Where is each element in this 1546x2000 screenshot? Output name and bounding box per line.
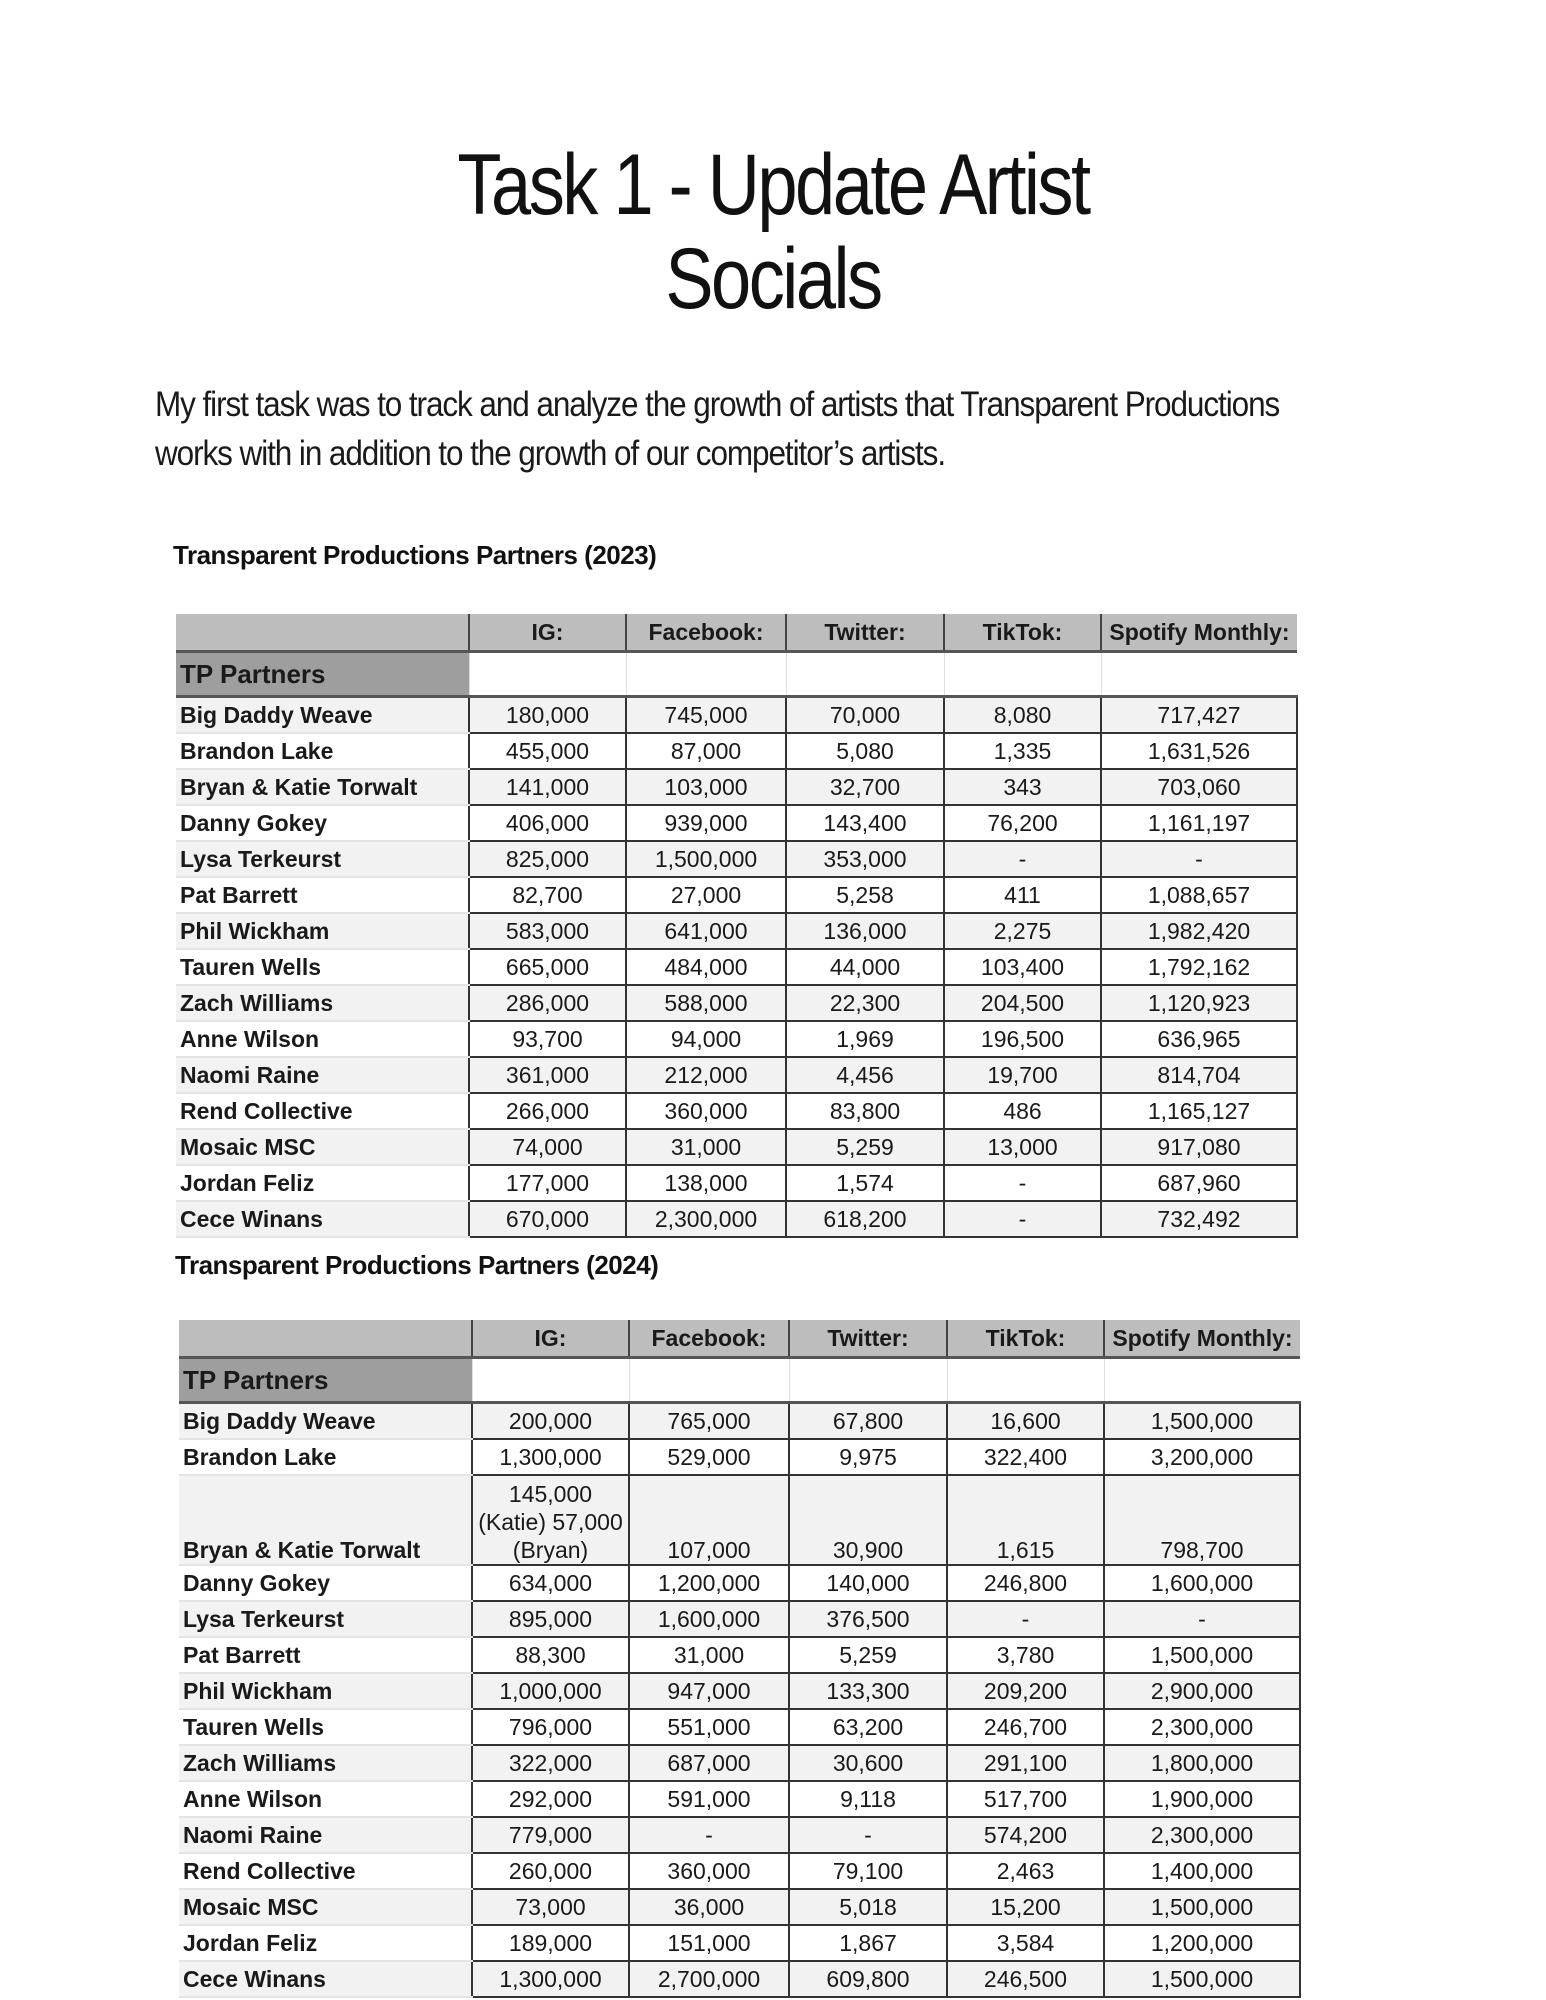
tiktok-cell: 209,200 bbox=[947, 1673, 1104, 1709]
ig-cell: 406,000 bbox=[469, 805, 626, 841]
artist-name-cell: Phil Wickham bbox=[179, 1673, 472, 1709]
ig-cell: 796,000 bbox=[472, 1709, 629, 1745]
artist-name-cell: Rend Collective bbox=[179, 1853, 472, 1889]
artist-name-cell: Pat Barrett bbox=[176, 877, 469, 913]
ig-cell: 779,000 bbox=[472, 1817, 629, 1853]
tiktok-cell: 2,463 bbox=[947, 1853, 1104, 1889]
table-row bbox=[179, 1817, 1300, 1853]
table-row bbox=[176, 1129, 1297, 1165]
table-row bbox=[176, 913, 1297, 949]
table-row bbox=[179, 1781, 1300, 1817]
facebook-cell: 138,000 bbox=[626, 1165, 786, 1201]
twitter-cell: 5,258 bbox=[786, 877, 944, 913]
column-header-spotify-monthly: Spotify Monthly: bbox=[1101, 614, 1297, 652]
artist-name-cell: Danny Gokey bbox=[176, 805, 469, 841]
ig-cell: 361,000 bbox=[469, 1057, 626, 1093]
group-header-row bbox=[179, 1358, 1300, 1403]
artist-name-cell: Danny Gokey bbox=[179, 1565, 472, 1601]
facebook-cell: 151,000 bbox=[629, 1925, 789, 1961]
table-row bbox=[179, 1853, 1300, 1889]
spotify-monthly-cell: 1,800,000 bbox=[1104, 1745, 1300, 1781]
tiktok-cell: 574,200 bbox=[947, 1817, 1104, 1853]
ig-cell: 266,000 bbox=[469, 1093, 626, 1129]
artist-name-cell: Mosaic MSC bbox=[179, 1889, 472, 1925]
ig-cell: 82,700 bbox=[469, 877, 626, 913]
ig-cell: 189,000 bbox=[472, 1925, 629, 1961]
twitter-cell: 9,118 bbox=[789, 1781, 947, 1817]
spotify-monthly-cell: 1,500,000 bbox=[1104, 1403, 1300, 1440]
table-row bbox=[179, 1889, 1300, 1925]
tiktok-cell: 13,000 bbox=[944, 1129, 1101, 1165]
column-header-ig: IG: bbox=[469, 614, 626, 652]
column-header-ig: IG: bbox=[472, 1320, 629, 1358]
tiktok-cell: 343 bbox=[944, 769, 1101, 805]
twitter-cell: 143,400 bbox=[786, 805, 944, 841]
empty-cell bbox=[626, 652, 786, 697]
artist-name-cell: Brandon Lake bbox=[176, 733, 469, 769]
tiktok-cell: 246,700 bbox=[947, 1709, 1104, 1745]
ig-cell: 583,000 bbox=[469, 913, 626, 949]
artist-name-cell: Cece Winans bbox=[176, 1201, 469, 1237]
twitter-cell: 136,000 bbox=[786, 913, 944, 949]
tiktok-cell: 246,800 bbox=[947, 1565, 1104, 1601]
twitter-cell: 1,867 bbox=[789, 1925, 947, 1961]
tiktok-cell: 486 bbox=[944, 1093, 1101, 1129]
ig-cell: 634,000 bbox=[472, 1565, 629, 1601]
spotify-monthly-cell: 2,300,000 bbox=[1104, 1709, 1300, 1745]
table-row bbox=[176, 697, 1297, 734]
empty-cell bbox=[947, 1358, 1104, 1403]
table-row bbox=[176, 877, 1297, 913]
column-header-tiktok: TikTok: bbox=[944, 614, 1101, 652]
twitter-cell: 44,000 bbox=[786, 949, 944, 985]
facebook-cell: 31,000 bbox=[626, 1129, 786, 1165]
spotify-monthly-cell: 687,960 bbox=[1101, 1165, 1297, 1201]
spotify-monthly-cell: 1,500,000 bbox=[1104, 1961, 1300, 1997]
ig-cell: 1,000,000 bbox=[472, 1673, 629, 1709]
column-header-twitter: Twitter: bbox=[786, 614, 944, 652]
spotify-monthly-cell: 1,120,923 bbox=[1101, 985, 1297, 1021]
twitter-cell: 30,900 bbox=[789, 1475, 947, 1565]
table-row bbox=[176, 805, 1297, 841]
empty-cell bbox=[629, 1358, 789, 1403]
spotify-monthly-cell: 814,704 bbox=[1101, 1057, 1297, 1093]
twitter-cell: 5,259 bbox=[786, 1129, 944, 1165]
spotify-monthly-cell: 1,500,000 bbox=[1104, 1889, 1300, 1925]
partners-table-2023 bbox=[176, 614, 1298, 1238]
table-row bbox=[176, 1021, 1297, 1057]
ig-cell: 88,300 bbox=[472, 1637, 629, 1673]
spotify-monthly-cell: 1,165,127 bbox=[1101, 1093, 1297, 1129]
facebook-cell: 551,000 bbox=[629, 1709, 789, 1745]
artist-name-cell: Mosaic MSC bbox=[176, 1129, 469, 1165]
twitter-cell: 1,969 bbox=[786, 1021, 944, 1057]
spotify-monthly-cell: 3,200,000 bbox=[1104, 1439, 1300, 1475]
twitter-cell: 70,000 bbox=[786, 697, 944, 734]
facebook-cell: 27,000 bbox=[626, 877, 786, 913]
page-title-line-2: Socials bbox=[665, 231, 881, 327]
facebook-cell: 591,000 bbox=[629, 1781, 789, 1817]
artist-name-cell: Big Daddy Weave bbox=[179, 1403, 472, 1440]
empty-cell bbox=[472, 1358, 629, 1403]
group-label: TP Partners bbox=[176, 652, 469, 697]
spotify-monthly-cell: 1,500,000 bbox=[1104, 1637, 1300, 1673]
twitter-cell: 4,456 bbox=[786, 1057, 944, 1093]
facebook-cell: 484,000 bbox=[626, 949, 786, 985]
tiktok-cell: 517,700 bbox=[947, 1781, 1104, 1817]
column-header-spotify-monthly: Spotify Monthly: bbox=[1104, 1320, 1300, 1358]
spotify-monthly-cell: 717,427 bbox=[1101, 697, 1297, 734]
table-row bbox=[179, 1439, 1300, 1475]
facebook-cell: 745,000 bbox=[626, 697, 786, 734]
spotify-monthly-cell: 1,600,000 bbox=[1104, 1565, 1300, 1601]
intro-paragraph bbox=[155, 380, 1289, 478]
tiktok-cell: 1,335 bbox=[944, 733, 1101, 769]
spotify-monthly-cell: - bbox=[1101, 841, 1297, 877]
artist-name-cell: Tauren Wells bbox=[179, 1709, 472, 1745]
tiktok-cell: 322,400 bbox=[947, 1439, 1104, 1475]
table-row bbox=[176, 1201, 1297, 1237]
facebook-cell: 87,000 bbox=[626, 733, 786, 769]
twitter-cell: 618,200 bbox=[786, 1201, 944, 1237]
tiktok-cell: 3,780 bbox=[947, 1637, 1104, 1673]
table-2023-caption: Transparent Productions Partners (2023) bbox=[173, 540, 657, 570]
ig-cell: 73,000 bbox=[472, 1889, 629, 1925]
table-row bbox=[179, 1709, 1300, 1745]
spotify-monthly-cell: 2,900,000 bbox=[1104, 1673, 1300, 1709]
twitter-cell: 9,975 bbox=[789, 1439, 947, 1475]
twitter-cell: - bbox=[789, 1817, 947, 1853]
artist-name-cell: Big Daddy Weave bbox=[176, 697, 469, 734]
tiktok-cell: - bbox=[944, 1165, 1101, 1201]
ig-cell: 455,000 bbox=[469, 733, 626, 769]
spotify-monthly-cell: 917,080 bbox=[1101, 1129, 1297, 1165]
facebook-cell: 1,200,000 bbox=[629, 1565, 789, 1601]
facebook-cell: 947,000 bbox=[629, 1673, 789, 1709]
ig-cell: 145,000 (Katie) 57,000 (Bryan) bbox=[472, 1475, 629, 1565]
twitter-cell: 67,800 bbox=[789, 1403, 947, 1440]
ig-cell: 200,000 bbox=[472, 1403, 629, 1440]
column-header-facebook: Facebook: bbox=[626, 614, 786, 652]
artist-name-cell: Jordan Feliz bbox=[176, 1165, 469, 1201]
empty-cell bbox=[469, 652, 626, 697]
artist-name-cell: Rend Collective bbox=[176, 1093, 469, 1129]
table-row bbox=[176, 1165, 1297, 1201]
table-row bbox=[179, 1961, 1300, 1997]
table-2024-caption: Transparent Productions Partners (2024) bbox=[175, 1250, 659, 1280]
twitter-cell: 133,300 bbox=[789, 1673, 947, 1709]
spotify-monthly-cell: 1,400,000 bbox=[1104, 1853, 1300, 1889]
artist-name-cell: Bryan & Katie Torwalt bbox=[176, 769, 469, 805]
twitter-cell: 83,800 bbox=[786, 1093, 944, 1129]
facebook-cell: 687,000 bbox=[629, 1745, 789, 1781]
ig-cell: 180,000 bbox=[469, 697, 626, 734]
facebook-cell: 31,000 bbox=[629, 1637, 789, 1673]
partners-table-2024 bbox=[179, 1320, 1301, 1998]
facebook-cell: 107,000 bbox=[629, 1475, 789, 1565]
facebook-cell: 641,000 bbox=[626, 913, 786, 949]
tiktok-cell: 19,700 bbox=[944, 1057, 1101, 1093]
tiktok-cell: 3,584 bbox=[947, 1925, 1104, 1961]
facebook-cell: 2,300,000 bbox=[626, 1201, 786, 1237]
column-header-artist bbox=[179, 1320, 472, 1358]
ig-cell: 665,000 bbox=[469, 949, 626, 985]
twitter-cell: 79,100 bbox=[789, 1853, 947, 1889]
intro-paragraph-line-1: My first task was to track and analyze the growth of artists that Transparent Productions bbox=[155, 385, 1280, 424]
tiktok-cell: 246,500 bbox=[947, 1961, 1104, 1997]
column-header-artist bbox=[176, 614, 469, 652]
ig-cell: 825,000 bbox=[469, 841, 626, 877]
ig-cell: 177,000 bbox=[469, 1165, 626, 1201]
table-row bbox=[179, 1745, 1300, 1781]
ig-cell: 141,000 bbox=[469, 769, 626, 805]
ig-cell: 93,700 bbox=[469, 1021, 626, 1057]
facebook-cell: - bbox=[629, 1817, 789, 1853]
table-header-row bbox=[179, 1320, 1300, 1358]
tiktok-cell: 8,080 bbox=[944, 697, 1101, 734]
facebook-cell: 360,000 bbox=[629, 1853, 789, 1889]
twitter-cell: 32,700 bbox=[786, 769, 944, 805]
spotify-monthly-cell: 1,982,420 bbox=[1101, 913, 1297, 949]
twitter-cell: 353,000 bbox=[786, 841, 944, 877]
twitter-cell: 5,259 bbox=[789, 1637, 947, 1673]
tiktok-cell: - bbox=[944, 841, 1101, 877]
twitter-cell: 376,500 bbox=[789, 1601, 947, 1637]
column-header-facebook: Facebook: bbox=[629, 1320, 789, 1358]
twitter-cell: 30,600 bbox=[789, 1745, 947, 1781]
page-title-line-1: Task 1 - Update Artist bbox=[457, 137, 1089, 233]
table-row bbox=[179, 1925, 1300, 1961]
spotify-monthly-cell: 1,900,000 bbox=[1104, 1781, 1300, 1817]
table-row bbox=[179, 1601, 1300, 1637]
tiktok-cell: 103,400 bbox=[944, 949, 1101, 985]
artist-name-cell: Lysa Terkeurst bbox=[176, 841, 469, 877]
table-row bbox=[179, 1475, 1300, 1565]
empty-cell bbox=[944, 652, 1101, 697]
artist-name-cell: Zach Williams bbox=[176, 985, 469, 1021]
twitter-cell: 1,574 bbox=[786, 1165, 944, 1201]
twitter-cell: 5,080 bbox=[786, 733, 944, 769]
facebook-cell: 1,600,000 bbox=[629, 1601, 789, 1637]
twitter-cell: 5,018 bbox=[789, 1889, 947, 1925]
spotify-monthly-cell: 1,631,526 bbox=[1101, 733, 1297, 769]
facebook-cell: 212,000 bbox=[626, 1057, 786, 1093]
artist-name-cell: Zach Williams bbox=[179, 1745, 472, 1781]
facebook-cell: 765,000 bbox=[629, 1403, 789, 1440]
spotify-monthly-cell: - bbox=[1104, 1601, 1300, 1637]
artist-name-cell: Anne Wilson bbox=[179, 1781, 472, 1817]
column-header-tiktok: TikTok: bbox=[947, 1320, 1104, 1358]
artist-name-cell: Bryan & Katie Torwalt bbox=[179, 1475, 472, 1565]
tiktok-cell: 1,615 bbox=[947, 1475, 1104, 1565]
spotify-monthly-cell: 732,492 bbox=[1101, 1201, 1297, 1237]
artist-name-cell: Naomi Raine bbox=[176, 1057, 469, 1093]
artist-name-cell: Naomi Raine bbox=[179, 1817, 472, 1853]
group-header-row bbox=[176, 652, 1297, 697]
empty-cell bbox=[1101, 652, 1297, 697]
spotify-monthly-cell: 1,792,162 bbox=[1101, 949, 1297, 985]
spotify-monthly-cell: 2,300,000 bbox=[1104, 1817, 1300, 1853]
tiktok-cell: 2,275 bbox=[944, 913, 1101, 949]
column-header-twitter: Twitter: bbox=[789, 1320, 947, 1358]
artist-name-cell: Tauren Wells bbox=[176, 949, 469, 985]
tiktok-cell: 76,200 bbox=[944, 805, 1101, 841]
spotify-monthly-cell: 1,161,197 bbox=[1101, 805, 1297, 841]
table-row bbox=[176, 733, 1297, 769]
artist-name-cell: Lysa Terkeurst bbox=[179, 1601, 472, 1637]
table-row bbox=[176, 769, 1297, 805]
ig-cell: 260,000 bbox=[472, 1853, 629, 1889]
tiktok-cell: 411 bbox=[944, 877, 1101, 913]
twitter-cell: 63,200 bbox=[789, 1709, 947, 1745]
ig-cell: 1,300,000 bbox=[472, 1439, 629, 1475]
table-row bbox=[179, 1565, 1300, 1601]
ig-cell: 1,300,000 bbox=[472, 1961, 629, 1997]
ig-cell: 286,000 bbox=[469, 985, 626, 1021]
group-label: TP Partners bbox=[179, 1358, 472, 1403]
tiktok-cell: 16,600 bbox=[947, 1403, 1104, 1440]
page-title bbox=[124, 138, 1423, 326]
artist-name-cell: Cece Winans bbox=[179, 1961, 472, 1997]
table-row bbox=[176, 949, 1297, 985]
empty-cell bbox=[1104, 1358, 1300, 1403]
table-row bbox=[176, 1057, 1297, 1093]
table-row bbox=[179, 1637, 1300, 1673]
table-row bbox=[179, 1673, 1300, 1709]
facebook-cell: 36,000 bbox=[629, 1889, 789, 1925]
artist-name-cell: Anne Wilson bbox=[176, 1021, 469, 1057]
table-row bbox=[176, 841, 1297, 877]
facebook-cell: 939,000 bbox=[626, 805, 786, 841]
twitter-cell: 140,000 bbox=[789, 1565, 947, 1601]
spotify-monthly-cell: 703,060 bbox=[1101, 769, 1297, 805]
tiktok-cell: 15,200 bbox=[947, 1889, 1104, 1925]
tiktok-cell: 196,500 bbox=[944, 1021, 1101, 1057]
facebook-cell: 1,500,000 bbox=[626, 841, 786, 877]
table-header-row bbox=[176, 614, 1297, 652]
facebook-cell: 360,000 bbox=[626, 1093, 786, 1129]
ig-cell: 292,000 bbox=[472, 1781, 629, 1817]
artist-name-cell: Jordan Feliz bbox=[179, 1925, 472, 1961]
artist-name-cell: Phil Wickham bbox=[176, 913, 469, 949]
table-row bbox=[179, 1403, 1300, 1440]
spotify-monthly-cell: 798,700 bbox=[1104, 1475, 1300, 1565]
tiktok-cell: - bbox=[947, 1601, 1104, 1637]
tiktok-cell: 204,500 bbox=[944, 985, 1101, 1021]
facebook-cell: 529,000 bbox=[629, 1439, 789, 1475]
ig-cell: 895,000 bbox=[472, 1601, 629, 1637]
facebook-cell: 103,000 bbox=[626, 769, 786, 805]
ig-cell: 322,000 bbox=[472, 1745, 629, 1781]
ig-cell: 670,000 bbox=[469, 1201, 626, 1237]
spotify-monthly-cell: 1,200,000 bbox=[1104, 1925, 1300, 1961]
table-row bbox=[176, 985, 1297, 1021]
spotify-monthly-cell: 1,088,657 bbox=[1101, 877, 1297, 913]
intro-paragraph-line-2: works with in addition to the growth of our competitor’s artists. bbox=[155, 434, 946, 473]
spotify-monthly-cell: 636,965 bbox=[1101, 1021, 1297, 1057]
empty-cell bbox=[789, 1358, 947, 1403]
tiktok-cell: - bbox=[944, 1201, 1101, 1237]
twitter-cell: 22,300 bbox=[786, 985, 944, 1021]
artist-name-cell: Pat Barrett bbox=[179, 1637, 472, 1673]
artist-name-cell: Brandon Lake bbox=[179, 1439, 472, 1475]
facebook-cell: 2,700,000 bbox=[629, 1961, 789, 1997]
table-row bbox=[176, 1093, 1297, 1129]
facebook-cell: 94,000 bbox=[626, 1021, 786, 1057]
facebook-cell: 588,000 bbox=[626, 985, 786, 1021]
ig-cell: 74,000 bbox=[469, 1129, 626, 1165]
empty-cell bbox=[786, 652, 944, 697]
tiktok-cell: 291,100 bbox=[947, 1745, 1104, 1781]
twitter-cell: 609,800 bbox=[789, 1961, 947, 1997]
